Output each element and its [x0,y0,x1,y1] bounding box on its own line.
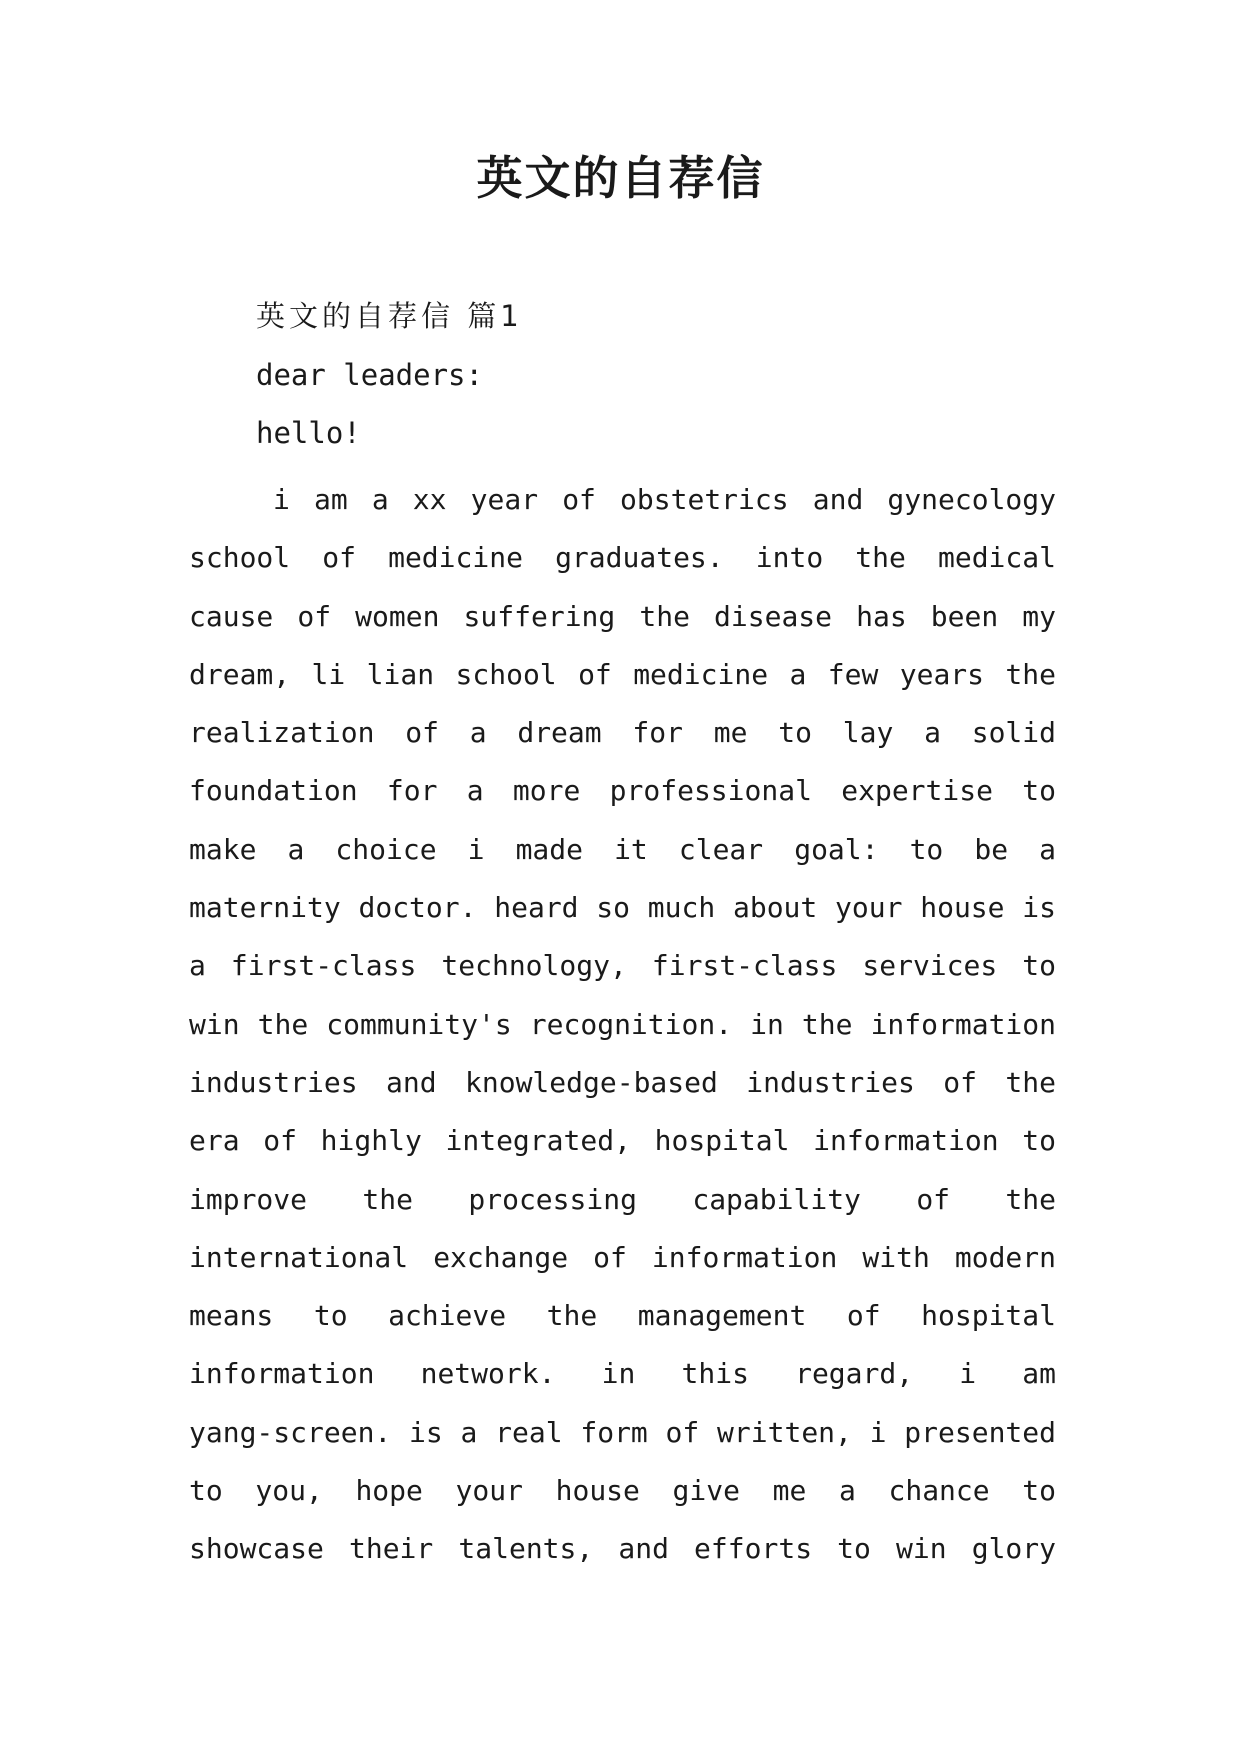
body-line: i am a xx year of obstetrics and gynecology [273,483,1056,516]
salutation: dear leaders: [256,358,483,392]
body-line: make a choice i made it clear goal: to be a [189,832,1056,866]
letter-body [189,471,1056,1579]
body-line: to you, hope your house give me a chance to [189,1474,1056,1508]
page-title: 英文的自荐信 [476,151,765,205]
body-line: cause of women suffering the disease has been my [189,599,1056,633]
body-line: era of highly integrated, hospital information to [189,1124,1056,1158]
body-line: school of medicine graduates. into the medical [189,541,1056,575]
body-line: a first-class technology, first-class services to [189,949,1056,983]
body-line: industries and knowledge-based industries of the [189,1065,1056,1099]
body-line: means to achieve the management of hospital [189,1299,1056,1333]
body-line: realization of a dream for me to lay a solid [189,716,1056,750]
body-line: showcase their talents, and efforts to win glory [189,1532,1056,1566]
body-line: dream, li lian school of medicine a few years the [189,657,1056,691]
body-line: win the community's recognition. in the information [189,1007,1056,1041]
section-heading: 英文的自荐信 篇1 [256,299,523,333]
body-line: improve the processing capability of the [189,1182,1056,1216]
body-line: maternity doctor. heard so much about your house is [189,891,1056,925]
body-line: information network. in this regard, i am [189,1357,1056,1391]
body-line: yang-screen. is a real form of written, i presented [189,1415,1056,1449]
greeting: hello! [256,416,361,450]
body-line: international exchange of information with modern [189,1240,1056,1274]
body-line: foundation for a more professional expertise to [189,774,1056,808]
